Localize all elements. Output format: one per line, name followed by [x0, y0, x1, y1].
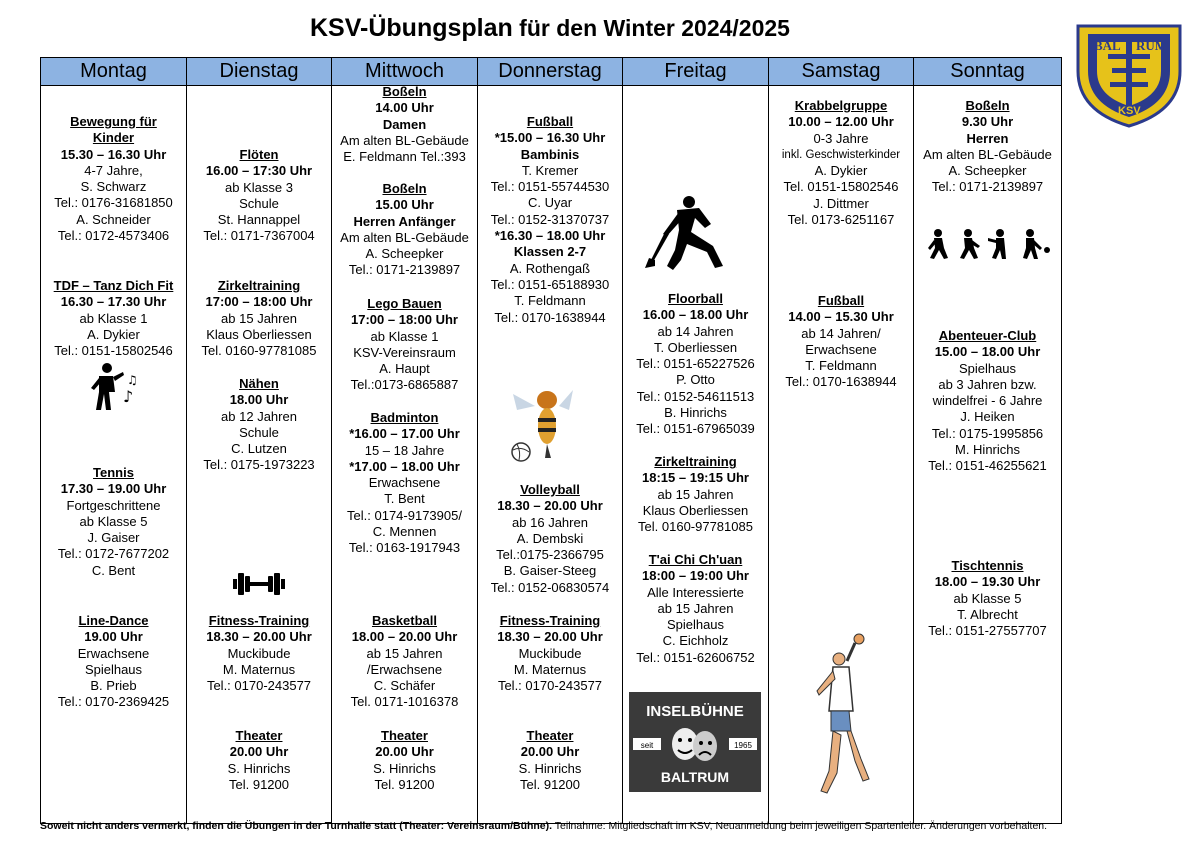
event-group: Bambinis — [520, 146, 580, 162]
event-bewegung — [41, 114, 186, 244]
event-name: Krabbelgruppe — [794, 98, 888, 113]
event-group: Herren Anfänger — [353, 213, 456, 229]
event-name: Lego Bauen — [367, 296, 442, 311]
svg-text:♫: ♫ — [127, 373, 138, 387]
hornet-mascot-icon — [507, 386, 575, 466]
event-name: Abenteuer-Club — [938, 328, 1037, 343]
column-mittwoch — [332, 86, 478, 824]
event-line: J. Heiken — [960, 409, 1015, 425]
event-line: windelfrei - 6 Jahre — [932, 393, 1043, 409]
event-line: Tel.: 0151-62606752 — [636, 649, 755, 665]
day-header-dienstag: Dienstag — [187, 58, 332, 86]
event-line: Tel.: 0151-15802546 — [54, 343, 173, 359]
event-line: E. Feldmann Tel.:393 — [343, 149, 466, 165]
event-line: Erwachsene — [368, 475, 441, 491]
event-name: Tischtennis — [951, 558, 1024, 573]
event-line-dance — [41, 613, 186, 711]
event-group: Herren — [966, 130, 1009, 146]
event-line: M. Hinrichs — [954, 442, 1020, 458]
event-theater — [187, 728, 331, 793]
event-taichi — [623, 552, 768, 666]
event-fussball — [769, 293, 913, 391]
event-time: 18.30 – 20.00 Uhr — [206, 629, 312, 645]
event-name: Flöten — [239, 147, 279, 162]
event-volleyball — [478, 482, 622, 596]
event-line: Tel.:0173-6865887 — [350, 377, 459, 393]
event-line: A. Dykier — [814, 163, 868, 179]
column-montag — [41, 86, 187, 824]
event-time: 14.00 – 15.30 Uhr — [788, 309, 894, 325]
ksv-baltrum-logo — [1070, 16, 1188, 130]
event-line: Tel.:0175-2366795 — [496, 547, 604, 563]
event-krabbelgruppe — [769, 98, 913, 228]
event-line: Am alten BL-Gebäude — [923, 146, 1052, 162]
event-line: ab Klasse 5 — [953, 590, 1022, 606]
event-line: Tel.: 0175-1995856 — [931, 425, 1044, 441]
event-line: Muckibude — [518, 645, 582, 661]
event-abenteuer-club — [914, 328, 1061, 475]
day-header-row — [41, 58, 1062, 86]
event-line: KSV-Vereinsraum — [353, 344, 456, 360]
event-line: 4-7 Jahre, — [84, 162, 143, 178]
event-line: ab Klasse 1 — [370, 328, 439, 344]
event-line: B. Prieb — [90, 678, 137, 694]
event-line: Tel.: 0172-7677202 — [57, 546, 170, 562]
event-time: 17.30 – 19.00 Uhr — [60, 481, 167, 497]
event-line: Fortgeschrittene — [66, 497, 161, 513]
event-time: 18:00 – 19:00 Uhr — [642, 568, 749, 584]
event-line: B. Gaiser-Steeg — [503, 563, 597, 579]
event-line: Klaus Oberliessen — [206, 326, 312, 342]
event-line: C. Schäfer — [373, 678, 436, 694]
event-line: T. Feldmann — [805, 358, 877, 374]
event-line: inkl. Geschwisterkinder — [781, 148, 901, 161]
svg-text:♪: ♪ — [123, 387, 134, 406]
bosseln-sequence-icon — [926, 228, 1052, 262]
event-line: Erwachsene — [805, 341, 877, 357]
event-time: *16.00 – 17.00 Uhr — [349, 426, 460, 442]
event-line: Spielhaus — [958, 360, 1017, 376]
event-naehen — [187, 376, 331, 474]
event-line: B. Hinrichs — [664, 405, 727, 421]
event-line: ab 15 Jahren — [657, 600, 734, 616]
event-line: ab 16 Jahren — [512, 514, 588, 530]
column-freitag — [623, 86, 769, 824]
title-rest: für den Winter 2024/2025 — [512, 15, 790, 41]
day-header-freitag: Freitag — [623, 58, 769, 86]
event-badminton — [332, 410, 477, 557]
day-header-mittwoch: Mittwoch — [332, 58, 478, 86]
event-line: Spielhaus — [666, 617, 725, 633]
theater-logo-seit: seit — [640, 741, 654, 750]
event-name: T'ai Chi Ch'uan — [648, 552, 743, 567]
event-line: Tel. 0151-15802546 — [783, 179, 899, 195]
event-line: ab 15 Jahren — [221, 310, 297, 326]
event-line: ab 15 Jahren — [366, 645, 443, 661]
theater-logo-top: INSELBÜHNE — [646, 703, 744, 720]
event-time: 18.00 – 19.30 Uhr — [934, 574, 1041, 590]
event-line: C. Lutzen — [231, 441, 287, 457]
event-fussball — [478, 114, 622, 326]
event-time: 18.30 – 20.00 Uhr — [497, 498, 603, 514]
event-line: Tel. 0160-97781085 — [638, 519, 753, 535]
event-line: Tel.: 0163-1917943 — [348, 540, 461, 556]
event-line: ab Klasse 5 — [79, 513, 148, 529]
event-line: C. Uyar — [527, 195, 573, 211]
footer-normal: Teilnahme: Mitgliedschaft im KSV, Neuanmeldung beim jeweiligen Spartenleiter. Änderungen vorbehalten. — [552, 820, 1048, 832]
event-line: T. Feldmann — [514, 293, 586, 309]
column-samstag — [769, 86, 914, 824]
day-header-montag: Montag — [41, 58, 187, 86]
event-name: Theater — [381, 728, 428, 743]
event-bosseln-herren — [332, 181, 477, 279]
event-line: J. Dittmer — [813, 195, 869, 211]
event-time: 16.00 – 18.00 Uhr — [642, 307, 749, 323]
event-line: Tel.: 0170-243577 — [497, 678, 603, 694]
event-line: Tel.: 0170-1638944 — [494, 309, 606, 325]
event-fitness — [187, 613, 331, 694]
event-tennis — [41, 465, 186, 579]
event-line: Tel.: 0171-2139897 — [348, 262, 461, 278]
event-time: 20.00 Uhr — [229, 744, 289, 760]
event-time: 14.00 Uhr — [375, 100, 434, 116]
footer-note — [40, 820, 1047, 832]
event-time: 18.30 – 20.00 Uhr — [497, 629, 603, 645]
event-line: Erwachsene — [77, 645, 150, 661]
event-line: Tel. 91200 — [374, 776, 435, 792]
event-line: Tel.: 0175-1973223 — [203, 457, 315, 473]
event-name: Tennis — [93, 465, 134, 480]
event-line: Tel.: 0151-67965039 — [636, 421, 755, 437]
event-zirkeltraining — [623, 454, 768, 535]
footer-bold: Soweit nicht anders vermerkt, finden die Übungen in der Turnhalle statt (Theater: Vereinsraum/Bühne). — [40, 820, 553, 832]
event-floeten — [187, 147, 331, 245]
event-time: 15.00 – 18.00 Uhr — [934, 344, 1041, 360]
event-line: J. Gaiser — [87, 530, 140, 546]
event-line: ab 15 Jahren — [657, 486, 734, 502]
logo-text-ksv: KSV — [1118, 105, 1141, 117]
event-name: Bewegung für Kinder — [70, 114, 157, 146]
event-time: *16.30 – 18.00 Uhr — [494, 228, 606, 244]
event-line: Tel.: 0170-2369425 — [57, 694, 170, 710]
event-group: Damen — [382, 116, 427, 132]
inselbuehne-logo — [629, 692, 761, 792]
event-name: Line-Dance — [78, 613, 149, 628]
event-line: T. Bent — [384, 491, 425, 507]
day-header-samstag: Samstag — [769, 58, 914, 86]
event-name: Boßeln — [965, 98, 1010, 113]
event-line: A. Dembski — [516, 530, 584, 546]
event-line: Tel.: 0176-31681850 — [54, 195, 173, 211]
event-time: 16.00 – 17:30 Uhr — [205, 163, 313, 179]
event-line: Tel. 91200 — [229, 776, 289, 792]
event-line: 15 – 18 Jahre — [364, 442, 445, 458]
event-line: Klaus Oberliessen — [642, 502, 749, 518]
event-line: Tel.: 0151-27557707 — [928, 623, 1047, 639]
event-line: Tel.: 0152-54611513 — [636, 388, 755, 404]
event-line: A. Scheepker — [948, 163, 1027, 179]
event-line: T. Kremer — [521, 162, 579, 178]
event-line: ab 3 Jahren bzw. — [938, 376, 1037, 392]
event-line: S. Hinrichs — [227, 760, 291, 776]
event-line: St. Hannappel — [217, 212, 301, 228]
event-line: Schule — [239, 195, 279, 211]
event-name: Theater — [235, 728, 283, 743]
event-line: Tel.: 0152-31370737 — [490, 211, 610, 227]
event-group: Klassen 2-7 — [513, 244, 587, 260]
column-dienstag — [187, 86, 332, 824]
event-time: 18:15 – 19:15 Uhr — [642, 470, 749, 486]
event-line: Spielhaus — [84, 661, 143, 677]
event-line: Tel.: 0151-65227526 — [636, 356, 755, 372]
event-line: S. Hinrichs — [518, 760, 582, 776]
event-name: Boßeln — [382, 84, 427, 99]
event-line: Am alten BL-Gebäude — [340, 229, 469, 245]
page-title — [0, 14, 1100, 43]
day-header-donnerstag: Donnerstag — [478, 58, 623, 86]
event-line: Tel. 0171-1016378 — [350, 694, 459, 710]
event-lego — [332, 296, 477, 394]
event-line: ab 12 Jahren — [221, 408, 297, 424]
event-line: A. Rothengaß — [509, 260, 591, 276]
event-line: C. Bent — [91, 562, 136, 578]
event-bosseln-damen — [332, 84, 477, 165]
event-line: Am alten BL-Gebäude — [340, 132, 469, 148]
dancer-icon — [89, 362, 141, 416]
event-line: Muckibude — [227, 645, 291, 661]
event-name: Badminton — [370, 410, 439, 425]
event-line: S. Schwarz — [80, 179, 147, 195]
event-line: C. Eichholz — [662, 633, 729, 649]
event-time: 9.30 Uhr — [961, 114, 1014, 130]
event-line: A. Haupt — [379, 361, 430, 377]
event-time: 17:00 – 18:00 Uhr — [351, 312, 458, 328]
event-tdf — [41, 278, 186, 359]
event-line: A. Dykier — [87, 326, 140, 342]
event-line: Tel.: 0151-55744530 — [490, 179, 610, 195]
event-fitness — [478, 613, 622, 694]
event-line: Alle Interessierte — [647, 584, 744, 600]
floorball-player-icon — [641, 194, 751, 274]
event-time: *15.00 – 16.30 Uhr — [494, 130, 606, 146]
logo-text-rum: RUM — [1136, 38, 1168, 53]
day-header-sonntag: Sonntag — [914, 58, 1062, 86]
event-time: *17.00 – 18.00 Uhr — [349, 458, 460, 474]
event-line: P. Otto — [676, 372, 715, 388]
event-line: T. Oberliessen — [653, 339, 738, 355]
event-line: Tel.: 0172-4573406 — [57, 228, 170, 244]
theater-logo-bottom: BALTRUM — [660, 769, 730, 785]
event-name: Volleyball — [520, 482, 580, 497]
handball-player-icon — [809, 631, 873, 801]
event-line: Tel.: 0151-46255621 — [928, 458, 1047, 474]
event-name: Fitness-Training — [208, 613, 310, 628]
event-name: Theater — [526, 728, 574, 743]
event-line: Tel.: 0170-243577 — [206, 678, 312, 694]
column-sonntag — [914, 86, 1062, 824]
schedule-table — [40, 57, 1062, 824]
event-time: 10.00 – 12.00 Uhr — [788, 114, 894, 130]
event-name: Zirkeltraining — [217, 278, 301, 293]
event-line: M. Maternus — [222, 661, 296, 677]
event-line: Tel.: 0171-2139897 — [931, 179, 1044, 195]
event-line: Schule — [239, 424, 279, 440]
event-line: A. Scheepker — [365, 246, 444, 262]
event-name: Fußball — [817, 293, 865, 308]
event-time: 15.30 – 16.30 Uhr — [60, 146, 167, 162]
event-line: Tel. 0173-6251167 — [787, 212, 895, 228]
event-line: Tel. 0160-97781085 — [201, 343, 317, 359]
event-line: A. Schneider — [76, 211, 151, 227]
logo-text-bal: BAL — [1094, 38, 1121, 53]
event-time: 15.00 Uhr — [375, 197, 434, 213]
event-line: Tel.: 0171-7367004 — [203, 228, 315, 244]
event-time: 16.30 – 17.30 Uhr — [60, 294, 167, 310]
event-zirkeltraining — [187, 278, 331, 359]
event-name: Floorball — [668, 291, 723, 306]
event-basketball — [332, 613, 477, 711]
event-line: Tel. 91200 — [520, 776, 580, 792]
title-main: KSV-Übungsplan — [310, 14, 513, 42]
event-time: 20.00 Uhr — [520, 744, 580, 760]
event-tischtennis — [914, 558, 1061, 639]
event-bosseln-herren — [914, 98, 1061, 196]
event-line: Tel.: 0152-06830574 — [490, 579, 610, 595]
event-line: Tel.: 0151-65188930 — [490, 276, 610, 292]
event-line: ab Klasse 3 — [225, 179, 293, 195]
event-time: 17:00 – 18:00 Uhr — [205, 294, 313, 310]
event-time: 20.00 Uhr — [375, 744, 434, 760]
event-line: Tel.: 0174-9173905/ — [347, 507, 462, 523]
event-name: Zirkeltraining — [654, 454, 737, 469]
event-name: Fußball — [526, 114, 574, 129]
event-line: ab 14 Jahren — [657, 323, 734, 339]
event-name: Boßeln — [382, 181, 427, 196]
event-line: C. Mennen — [372, 524, 437, 540]
event-line: T. Albrecht — [957, 606, 1018, 622]
theater-logo-year: 1965 — [734, 741, 752, 750]
event-line: ab Klasse 1 — [79, 310, 148, 326]
event-floorball — [623, 291, 768, 438]
event-line: ab 14 Jahren/ — [801, 325, 881, 341]
event-line: 0-3 Jahre — [813, 130, 869, 146]
dumbbell-icon — [231, 570, 287, 598]
event-name: Fitness-Training — [499, 613, 601, 628]
event-line: Tel.: 0170-1638944 — [785, 374, 897, 390]
event-line: /Erwachsene — [366, 661, 443, 677]
event-time: 18.00 Uhr — [229, 392, 289, 408]
event-theater — [478, 728, 622, 793]
event-time: 19.00 Uhr — [84, 629, 143, 645]
event-name: Basketball — [371, 613, 438, 628]
event-name: TDF – Tanz Dich Fit — [53, 278, 174, 293]
event-line: S. Hinrichs — [373, 760, 436, 776]
event-theater — [332, 728, 477, 793]
event-name: Nähen — [239, 376, 279, 391]
event-line: M. Maternus — [513, 661, 587, 677]
event-time: 18.00 – 20.00 Uhr — [351, 629, 458, 645]
